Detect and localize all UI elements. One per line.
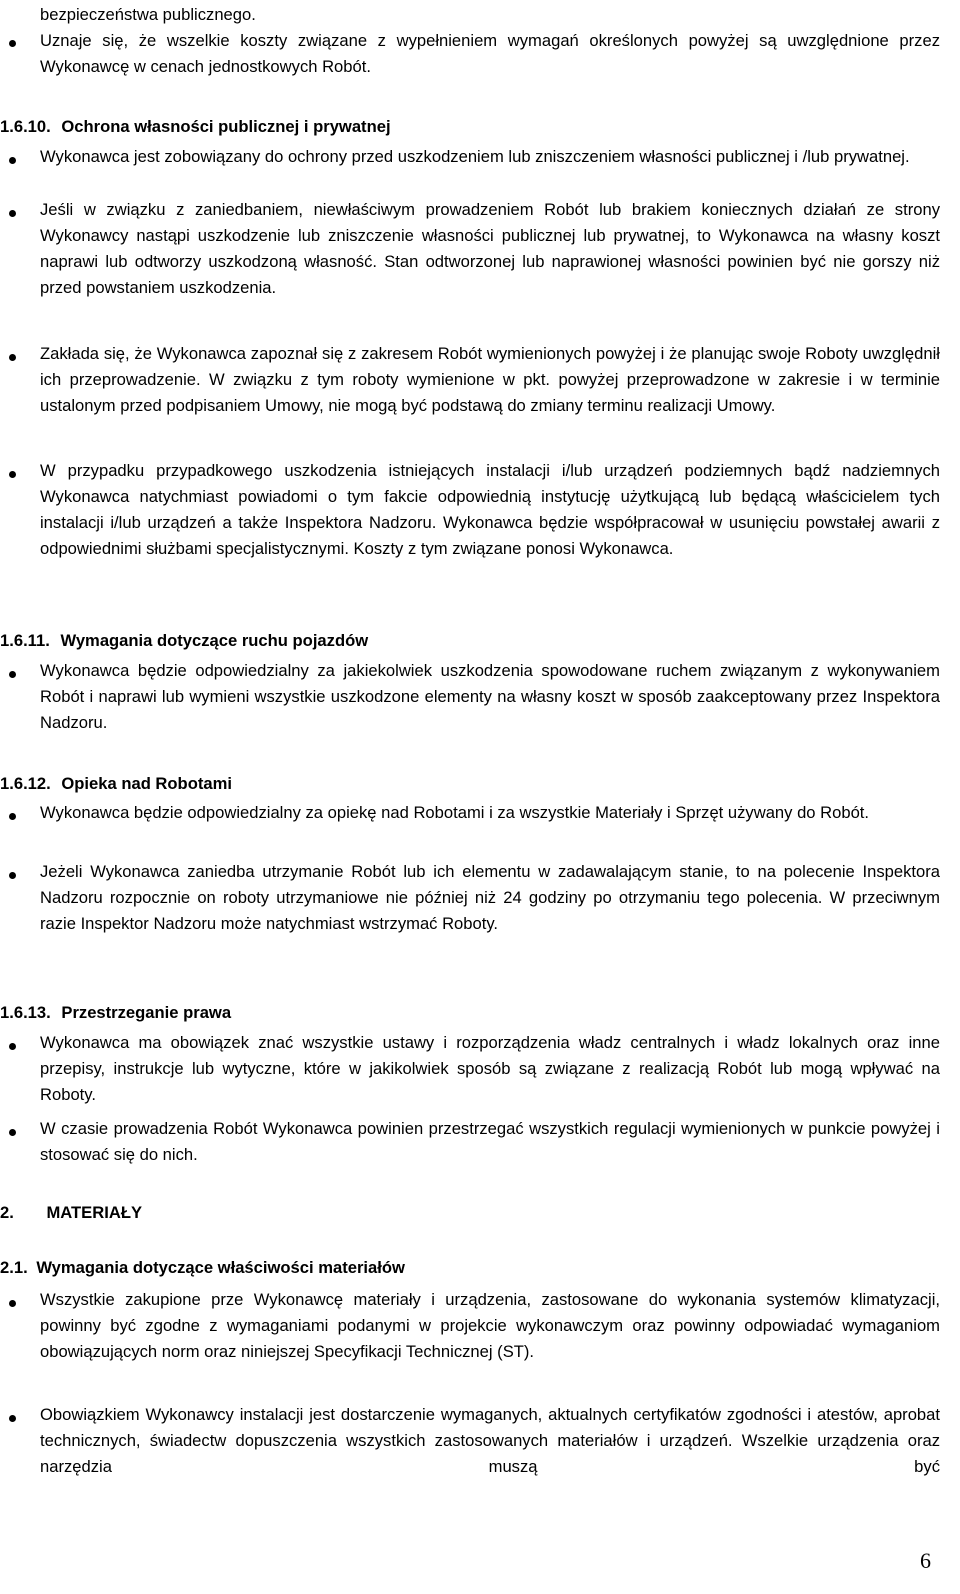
section-number: 1.6.13. <box>0 1003 51 1022</box>
section-title: Ochrona własności publicznej i prywatnej <box>61 117 391 136</box>
list-item: Wykonawca będzie odpowiedzialny za jakiekolwiek uszkodzenia spowodowane ruchem związanym z wykonywaniem Robót i naprawi lub wymieni wszystkie uszkodzone elementy na własny koszt w sposób zaakceptowany przez Inspektora Nadzoru. <box>40 661 940 732</box>
list-item: Wykonawca ma obowiązek znać wszystkie ustawy i rozporządzenia władz centralnych i władz lokalnych oraz inne przepisy, instrukcje lub wytyczne, które w jakikolwiek sposób są związane z realizacją Robót lub mogą wpływać na Roboty. <box>40 1033 940 1104</box>
section-title: Wymagania dotyczące właściwości materiałów <box>36 1258 405 1277</box>
page-number: 6 <box>920 1548 931 1573</box>
bullet-icon <box>9 1300 16 1307</box>
section-heading <box>0 628 368 654</box>
chapter-heading <box>0 1200 142 1226</box>
list-item: Obowiązkiem Wykonawcy instalacji jest dostarczenie wymaganych, aktualnych certyfikatów zgodności i atestów, aprobat technicznych, świadectw dopuszczenia wszystkich zastosowanych materiałów i urządzeń. Wszelkie urządzenia oraz narzędzia muszą być <box>40 1405 940 1476</box>
bullet-icon <box>9 40 16 47</box>
bullet-icon <box>9 210 16 217</box>
bullet-icon <box>9 671 16 678</box>
section-number: 1.6.12. <box>0 774 51 793</box>
bullet-icon <box>9 1129 16 1136</box>
section-title: Wymagania dotyczące ruchu pojazdów <box>60 631 369 650</box>
section-heading <box>0 1255 405 1281</box>
section-heading <box>0 1000 231 1026</box>
bullet-icon <box>9 157 16 164</box>
list-item: Wykonawca będzie odpowiedzialny za opiekę nad Robotami i za wszystkie Materiały i Sprzęt używany do Robót. <box>40 803 870 822</box>
section-number: 1.6.11. <box>0 631 50 650</box>
list-item: W przypadku przypadkowego uszkodzenia istniejących instalacji i/lub urządzeń podziemnych bądź nadziemnych Wykonawca natychmiast powiadomi o tym fakcie odpowiednią instytucję użytkującą lub będącą właścicielem tych instalacji i/lub urządzeń a także Inspektora Nadzoru. Wykonawca będzie współpracował w usunięciu powstałej awarii z odpowiednimi służbami specjalistycznymi. Koszty z tym związane ponosi Wykonawca. <box>40 461 940 558</box>
continuation-text: bezpieczeństwa publicznego. <box>40 5 256 24</box>
section-title: Przestrzeganie prawa <box>61 1003 232 1022</box>
chapter-number: 2. <box>0 1203 14 1222</box>
bullet-icon <box>9 813 16 820</box>
list-item: Jeśli w związku z zaniedbaniem, niewłaściwym prowadzeniem Robót lub brakiem koniecznych działań ze strony Wykonawcy nastąpi uszkodzenie lub zniszczenie własności publicznej lub prywatnej, to Wykonawca na własny koszt naprawi lub odtworzy uszkodzoną własność. Stan odtworzonej lub naprawionej własności powinien być nie gorszy niż przed powstaniem uszkodzenia. <box>40 200 940 297</box>
list-item: Uznaje się, że wszelkie koszty związane z wypełnieniem wymagań określonych powyżej są uwzględnione przez Wykonawcę w cenach jednostkowych Robót. <box>40 31 940 76</box>
section-title: Opieka nad Robotami <box>61 774 232 793</box>
bullet-icon <box>9 1415 16 1422</box>
bullet-icon <box>9 471 16 478</box>
list-item: Zakłada się, że Wykonawca zapoznał się z zakresem Robót wymienionych powyżej i że planując swoje Roboty uwzględnił ich przeprowadzenie. W związku z tym roboty wymienione w pkt. powyżej przeprowadzone w zakresie i w terminie ustalonym przed podpisaniem Umowy, nie mogą być podstawą do zmiany terminu realizacji Umowy. <box>40 344 940 415</box>
list-item: Jeżeli Wykonawca zaniedba utrzymanie Robót lub ich elementu w zadawalającym stanie, to na polecenie Inspektora Nadzoru rozpocznie on roboty utrzymaniowe nie później niż 24 godziny po otrzymaniu tego polecenia. W przeciwnym razie Inspektor Nadzoru może natychmiast wstrzymać Roboty. <box>40 862 940 933</box>
bullet-icon <box>9 354 16 361</box>
list-item: Wszystkie zakupione prze Wykonawcę materiały i urządzenia, zastosowane do wykonania systemów klimatyzacji, powinny być zgodne z wymaganiami podanymi w projekcie wykonawczym oraz powinny odpowiadać wymaganiom obowiązujących norm oraz niniejszej Specyfikacji Technicznej (ST). <box>40 1290 940 1361</box>
chapter-title: MATERIAŁY <box>46 1203 143 1222</box>
list-item: W czasie prowadzenia Robót Wykonawca powinien przestrzegać wszystkich regulacji wymienionych w punkcie powyżej i stosować się do nich. <box>40 1119 940 1164</box>
section-number: 2.1. <box>0 1258 28 1277</box>
bullet-icon <box>9 1043 16 1050</box>
list-item: Wykonawca jest zobowiązany do ochrony przed uszkodzeniem lub zniszczeniem własności publicznej i /lub prywatnej. <box>40 147 910 166</box>
bullet-icon <box>9 872 16 879</box>
section-heading <box>0 771 232 797</box>
section-number: 1.6.10. <box>0 117 51 136</box>
section-heading <box>0 114 391 140</box>
